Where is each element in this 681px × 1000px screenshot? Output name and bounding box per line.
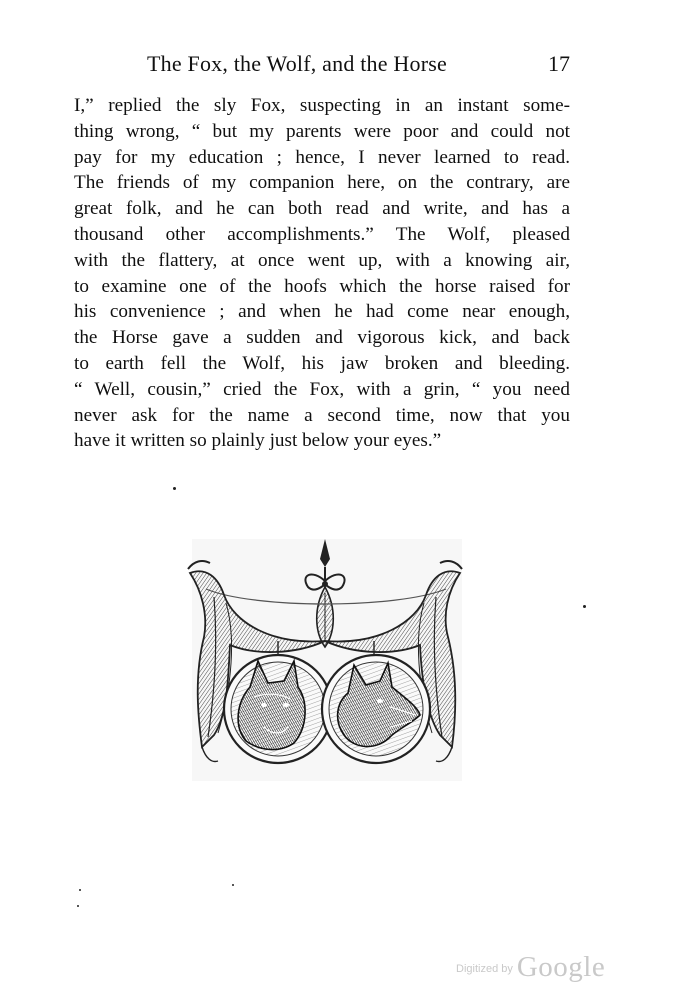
- text-line: his convenience ; and when he had come near enough,: [74, 301, 570, 323]
- text-line: I,” replied the sly Fox, suspecting in an instant some-: [74, 95, 570, 116]
- text-line: the Horse gave a sudden and vigorous kick, and back: [74, 327, 570, 349]
- text-line: thing wrong, “ but my parents were poor and could not: [74, 120, 570, 142]
- text-line: with the flattery, at once went up, with a knowing air,: [74, 249, 570, 271]
- page-number: 17: [548, 51, 570, 76]
- tailpiece-illustration: [184, 537, 466, 783]
- scan-speck: [79, 889, 81, 891]
- text-line: to examine one of the hoofs which the horse raised for: [74, 275, 570, 297]
- text-line: have it written so plainly just below your eyes.”: [74, 430, 442, 452]
- scan-speck: [77, 905, 79, 907]
- text-line: to earth fell the Wolf, his jaw broken and bleeding.: [74, 352, 570, 374]
- fox-medallion: [224, 655, 332, 763]
- scan-speck: [173, 487, 176, 490]
- story-text: [74, 93, 570, 454]
- wolf-medallion: [322, 655, 430, 763]
- text-line: pay for my education ; hence, I never learned to read.: [74, 146, 570, 168]
- google-logo: Google: [516, 951, 606, 983]
- running-head: [74, 52, 570, 76]
- scan-speck: [232, 884, 234, 886]
- running-head-title: The Fox, the Wolf, and the Horse: [147, 51, 447, 76]
- text-line: never ask for the name a second time, now that you: [74, 404, 570, 426]
- text-line: great folk, and he can both read and write, and has a: [74, 198, 570, 220]
- scan-speck: [583, 605, 586, 608]
- text-line: thousand other accomplishments.” The Wolf, pleased: [74, 223, 570, 245]
- watermark-prefix: Digitized by: [456, 963, 513, 975]
- text-line: “ Well, cousin,” cried the Fox, with a grin, “ you need: [74, 378, 570, 400]
- text-line: The friends of my companion here, on the contrary, are: [74, 172, 570, 194]
- digitized-watermark: [456, 951, 605, 983]
